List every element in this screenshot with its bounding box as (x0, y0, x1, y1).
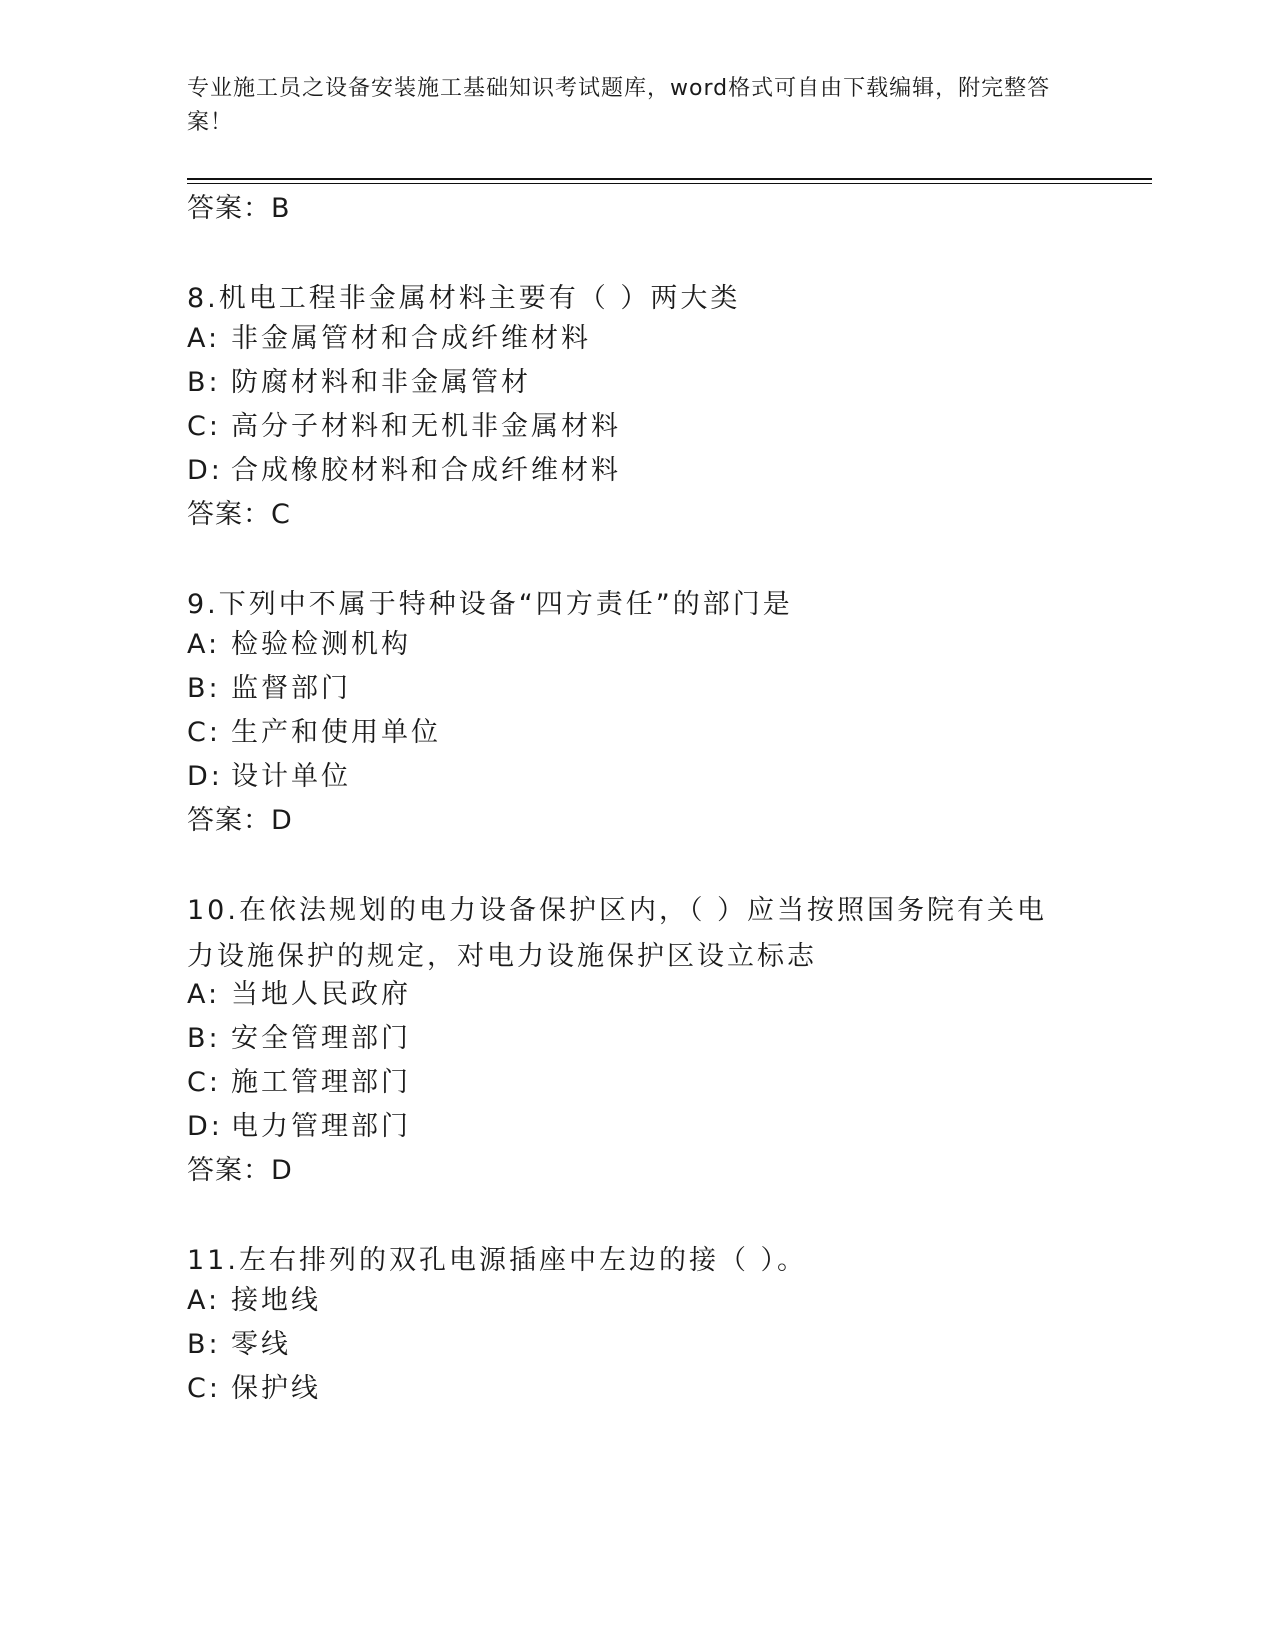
option-letter: A: (187, 979, 221, 1010)
option-letter: A: (187, 629, 221, 660)
option-text: 检验检测机构 (231, 629, 411, 660)
option-11c (187, 1372, 321, 1406)
option-9a (187, 628, 411, 662)
option-text: 安全管理部门 (231, 1023, 411, 1054)
option-10b (187, 1022, 411, 1056)
option-text: 接地线 (231, 1285, 321, 1316)
option-text: 施工管理部门 (231, 1067, 411, 1098)
document-header: 专业施工员之设备安装施工基础知识考试题库，word格式可自由下载编辑，附完整答案！ (187, 76, 1051, 135)
option-letter: D: (187, 1111, 223, 1142)
option-text: 监督部门 (231, 673, 351, 704)
header-rule-thin (187, 183, 1152, 184)
question-8: 8.机电工程非金属材料主要有（ ）两大类 (187, 283, 741, 314)
option-text: 当地人民政府 (231, 979, 411, 1010)
option-8b (187, 366, 531, 400)
option-letter: C: (187, 1373, 221, 1404)
option-letter: D: (187, 455, 223, 486)
option-letter: B: (187, 367, 221, 398)
option-text: 防腐材料和非金属管材 (231, 367, 531, 398)
answer-line: 答案：B (187, 193, 291, 224)
answer-9: 答案：D (187, 805, 293, 836)
option-letter: B: (187, 673, 221, 704)
question-10: 10.在依法规划的电力设备保护区内，（ ）应当按照国务院有关电力设施保护的规定，对电力设施保护区设立标志 (187, 895, 1048, 972)
option-11a (187, 1284, 321, 1318)
option-text: 非金属管材和合成纤维材料 (231, 323, 591, 354)
option-letter: B: (187, 1023, 221, 1054)
option-8a (187, 322, 591, 356)
question-11: 11.左右排列的双孔电源插座中左边的接（ ）。 (187, 1245, 808, 1276)
option-text: 合成橡胶材料和合成纤维材料 (231, 455, 621, 486)
option-9d (187, 760, 351, 794)
option-9c (187, 716, 441, 750)
option-text: 高分子材料和无机非金属材料 (231, 411, 621, 442)
option-letter: D: (187, 761, 223, 792)
option-9b (187, 672, 351, 706)
option-text: 设计单位 (231, 761, 351, 792)
option-letter: A: (187, 1285, 221, 1316)
option-8c (187, 410, 621, 444)
option-letter: C: (187, 717, 221, 748)
option-8d (187, 454, 621, 488)
option-10d (187, 1110, 411, 1144)
option-letter: A: (187, 323, 221, 354)
option-10a (187, 978, 411, 1012)
option-10c (187, 1066, 411, 1100)
option-text: 电力管理部门 (231, 1111, 411, 1142)
option-text: 生产和使用单位 (231, 717, 441, 748)
option-letter: C: (187, 1067, 221, 1098)
option-text: 零线 (231, 1329, 291, 1360)
question-9: 9.下列中不属于特种设备“四方责任”的部门是 (187, 589, 793, 620)
option-letter: B: (187, 1329, 221, 1360)
option-letter: C: (187, 411, 221, 442)
option-text: 保护线 (231, 1373, 321, 1404)
answer-8: 答案：C (187, 499, 291, 530)
answer-10: 答案：D (187, 1155, 293, 1186)
header-rule-thick (187, 178, 1152, 180)
option-11b (187, 1328, 291, 1362)
